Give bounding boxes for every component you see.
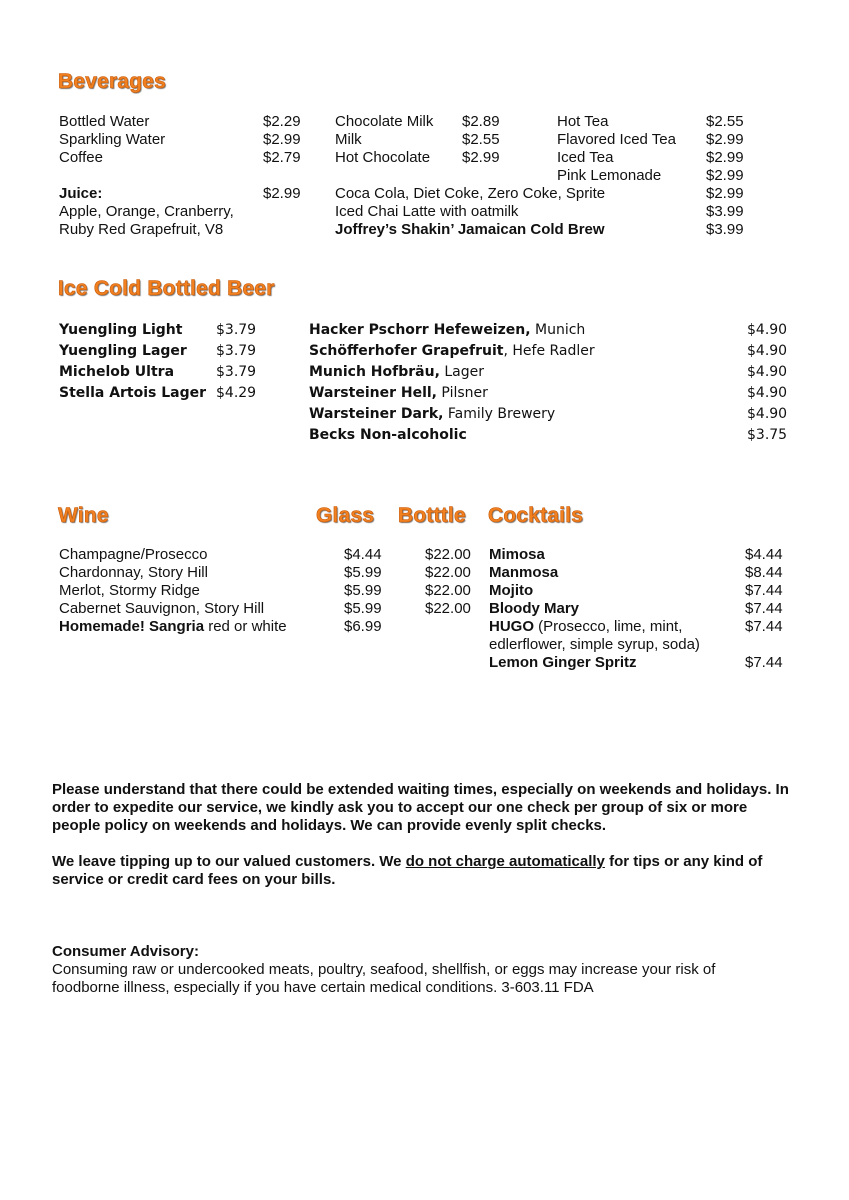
item-price: $7.44 (745, 654, 783, 671)
bottle-price: $22.00 (425, 600, 471, 617)
item-name: Warsteiner Dark, (309, 406, 444, 422)
item-name: Merlot, Stormy Ridge (59, 582, 200, 599)
item-name: Joffrey’s Shakin’ Jamaican Cold Brew (335, 221, 605, 238)
beverages-heading: Beverages (58, 70, 167, 93)
item-name: Mojito (489, 582, 534, 599)
item-desc: Family Brewery (443, 406, 556, 422)
item-desc: edlerflower, simple syrup, soda) (489, 636, 700, 653)
item-price: $2.99 (706, 131, 744, 148)
bottle-heading: Botttle (398, 504, 466, 527)
item-name: HUGO (489, 618, 534, 635)
item-name: Coffee (59, 149, 103, 166)
item-price: $2.55 (462, 131, 500, 148)
item-price: $3.79 (216, 322, 257, 338)
item-price: $2.99 (706, 167, 744, 184)
item-name: Chocolate Milk (335, 113, 434, 130)
item-price: $4.90 (747, 343, 788, 359)
item-price: $4.90 (747, 364, 788, 380)
item-name: Becks Non-alcoholic (309, 427, 467, 443)
tipping-text: for tips or any kind of service or credit card fees on your bills. (52, 853, 763, 888)
item-name: Michelob Ultra (59, 364, 175, 380)
item-desc: Pilsner (436, 385, 488, 401)
item-name: Yuengling Light (59, 322, 183, 338)
item-name: Hacker Pschorr Hefeweizen, (309, 322, 531, 338)
glass-price: $5.99 (344, 600, 382, 617)
tipping-notice (52, 853, 812, 889)
bottle-price: $22.00 (425, 564, 471, 581)
bottle-price: $22.00 (425, 546, 471, 563)
item-name: Lemon Ginger Spritz (489, 654, 637, 671)
item-price: $2.99 (706, 149, 744, 166)
glass-price: $6.99 (344, 618, 382, 635)
item-price: $3.99 (706, 203, 744, 220)
wine-heading: Wine (58, 504, 109, 527)
item-price: $3.79 (216, 364, 257, 380)
advisory-text: Consuming raw or undercooked meats, poultry, seafood, shellfish, or eggs may increase your risk of foodborne illness, especially if you have certain medical conditions. 3-603.11 FDA (52, 961, 716, 996)
item-price: $2.99 (462, 149, 500, 166)
item-price: $4.90 (747, 385, 788, 401)
glass-price: $5.99 (344, 564, 382, 581)
item-desc: Lager (439, 364, 484, 380)
item-name: Schöfferhofer Grapefruit (309, 343, 504, 359)
item-price: $2.99 (706, 185, 744, 202)
item-name: Milk (335, 131, 362, 148)
item-desc: red or white (204, 618, 287, 635)
item-price: $2.99 (263, 131, 301, 148)
item-name: Flavored Iced Tea (557, 131, 676, 148)
tipping-text: We leave tipping up to our valued customers. We (52, 853, 406, 870)
item-price: $2.55 (706, 113, 744, 130)
bottle-price: $22.00 (425, 582, 471, 599)
item-desc: (Prosecco, lime, mint, (534, 618, 683, 635)
glass-price: $4.44 (344, 546, 382, 563)
glass-heading: Glass (316, 504, 375, 527)
advisory-title: Consumer Advisory: (52, 943, 199, 960)
item-price: $3.99 (706, 221, 744, 238)
item-name: Bottled Water (59, 113, 150, 130)
item-price: $4.44 (745, 546, 783, 563)
item-price: $3.75 (747, 427, 788, 443)
item-name: Mimosa (489, 546, 545, 563)
juice-flavors: Apple, Orange, Cranberry, (59, 203, 234, 220)
item-price: $2.79 (263, 149, 301, 166)
item-price: $2.89 (462, 113, 500, 130)
item-price: $2.29 (263, 113, 301, 130)
item-name: Manmosa (489, 564, 559, 581)
item-price: $4.90 (747, 322, 788, 338)
item-name: Iced Chai Latte with oatmilk (335, 203, 519, 220)
glass-price: $5.99 (344, 582, 382, 599)
item-price: $7.44 (745, 600, 783, 617)
item-name: Cabernet Sauvignon, Story Hill (59, 600, 265, 617)
item-name: Bloody Mary (489, 600, 580, 617)
cocktails-heading: Cocktails (488, 504, 584, 527)
item-name: Warsteiner Hell, (309, 385, 437, 401)
item-name: Munich Hofbräu, (309, 364, 440, 380)
item-price: $3.79 (216, 343, 257, 359)
tipping-underlined: do not charge automatically (405, 853, 605, 870)
item-name: Chardonnay, Story Hill (59, 564, 208, 581)
waiting-notice: Please understand that there could be extended waiting times, especially on weekends and holidays. In order to expedite our service, we kindly ask you to accept our one check per group of six or more people policy on weekends and holidays. We can provide evenly split checks. (52, 781, 789, 834)
item-name: Champagne/Prosecco (59, 546, 208, 563)
item-price: $7.44 (745, 582, 783, 599)
item-desc: Munich (530, 322, 586, 338)
item-name: Coca Cola, Diet Coke, Zero Coke, Sprite (335, 185, 606, 202)
item-price: $7.44 (745, 618, 783, 635)
beer-heading: Ice Cold Bottled Beer (58, 277, 275, 300)
item-name: Pink Lemonade (557, 167, 662, 184)
item-price: $2.99 (263, 185, 301, 202)
item-name: Stella Artois Lager (59, 385, 207, 401)
item-price: $4.90 (747, 406, 788, 422)
item-name: Sparkling Water (59, 131, 166, 148)
item-name: Hot Tea (557, 113, 609, 130)
item-name: Yuengling Lager (59, 343, 187, 359)
item-name: Iced Tea (557, 149, 614, 166)
item-name: Juice: (59, 185, 103, 202)
item-name: Hot Chocolate (335, 149, 431, 166)
item-name: Homemade! Sangria (59, 618, 205, 635)
item-desc: , Hefe Radler (503, 343, 595, 359)
item-price: $4.29 (216, 385, 257, 401)
juice-flavors: Ruby Red Grapefruit, V8 (59, 221, 224, 238)
item-price: $8.44 (745, 564, 783, 581)
